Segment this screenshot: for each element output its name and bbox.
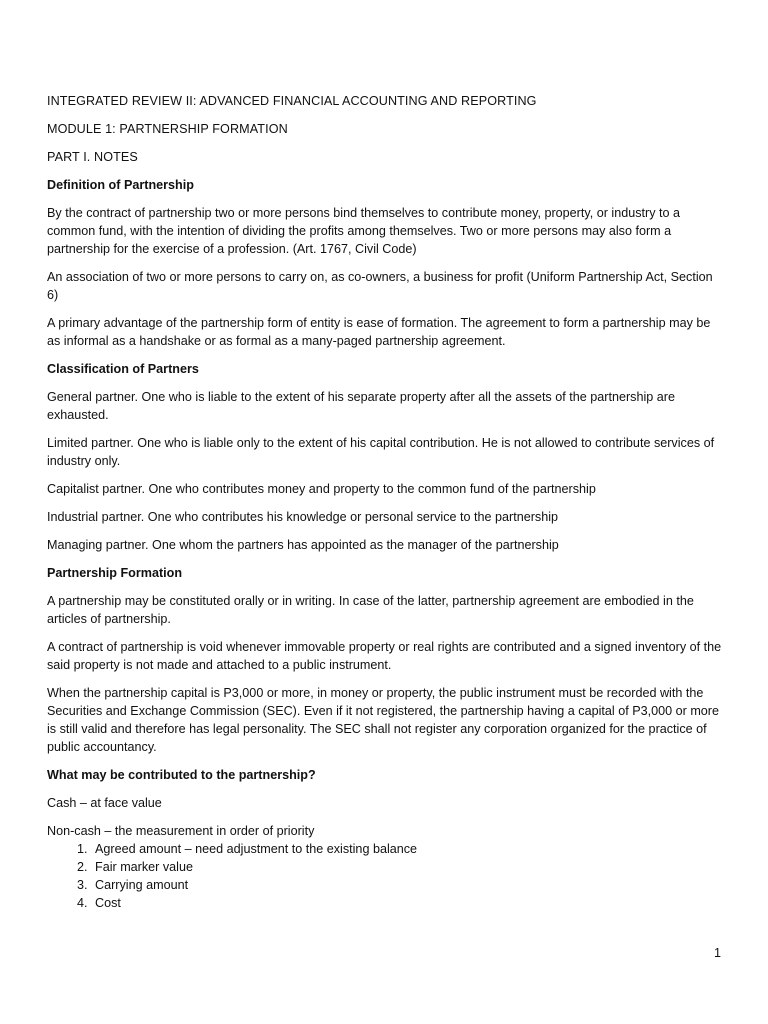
classification-paragraph: Capitalist partner. One who contributes money and property to the common fund of the partnership	[47, 482, 596, 496]
list-item: 3. Carrying amount	[91, 876, 725, 894]
list-item: 4. Cost	[91, 894, 725, 912]
classification-heading: Classification of Partners	[47, 362, 199, 376]
page-number: 1	[713, 946, 721, 960]
list-item: 2. Fair marker value	[91, 858, 725, 876]
classification-paragraph: Limited partner. One who is liable only to the extent of his capital contribution. He is not allowed to contribute services of industry only.	[47, 436, 715, 468]
formation-paragraph: A partnership may be constituted orally or in writing. In case of the latter, partnership agreement are embodied in the articles of partnership.	[47, 594, 694, 626]
classification-paragraph: General partner. One who is liable to the extent of his separate property after all the assets of the partnership are exhausted.	[47, 390, 675, 422]
list-item: 1. Agreed amount – need adjustment to the existing balance	[91, 840, 725, 858]
definition-paragraph: By the contract of partnership two or more persons bind themselves to contribute money, property, or industry to a common fund, with the intention of dividing the profits among themselves. Two or more persons may also form a partnership for the exercise of a profession. (Art. 1767, Civil Code)	[47, 206, 681, 256]
noncash-line: Non-cash – the measurement in order of priority	[47, 824, 315, 838]
priority-list	[47, 840, 725, 912]
definition-paragraph: An association of two or more persons to carry on, as co-owners, a business for profit (Uniform Partnership Act, Section 6)	[47, 270, 713, 302]
classification-paragraph: Industrial partner. One who contributes his knowledge or personal service to the partnership	[47, 510, 559, 524]
definition-paragraph: A primary advantage of the partnership form of entity is ease of formation. The agreement to form a partnership may be as informal as a handshake or as formal as a many-paged partnership agreement.	[47, 316, 711, 348]
classification-paragraph: Managing partner. One whom the partners has appointed as the manager of the partnership	[47, 538, 559, 552]
definition-heading: Definition of Partnership	[47, 178, 194, 192]
cash-line: Cash – at face value	[47, 796, 162, 810]
course-title: INTEGRATED REVIEW II: ADVANCED FINANCIAL ACCOUNTING AND REPORTING	[47, 94, 537, 108]
contribution-heading: What may be contributed to the partnership?	[47, 768, 316, 782]
part-title: PART I. NOTES	[47, 150, 138, 164]
document-page	[47, 92, 725, 912]
formation-paragraph: When the partnership capital is P3,000 or more, in money or property, the public instrument must be recorded with the Securities and Exchange Commission (SEC). Even if it not registered, the partnership having a capital of P3,000 or more is still valid and therefore has legal personality. The SEC shall not register any corporation organized for the practice of public accountancy.	[47, 686, 720, 754]
formation-paragraph: A contract of partnership is void whenever immovable property or real rights are contributed and a signed inventory of the said property is not made and attached to a public instrument.	[47, 640, 722, 672]
module-title: MODULE 1: PARTNERSHIP FORMATION	[47, 122, 288, 136]
formation-heading: Partnership Formation	[47, 566, 183, 580]
